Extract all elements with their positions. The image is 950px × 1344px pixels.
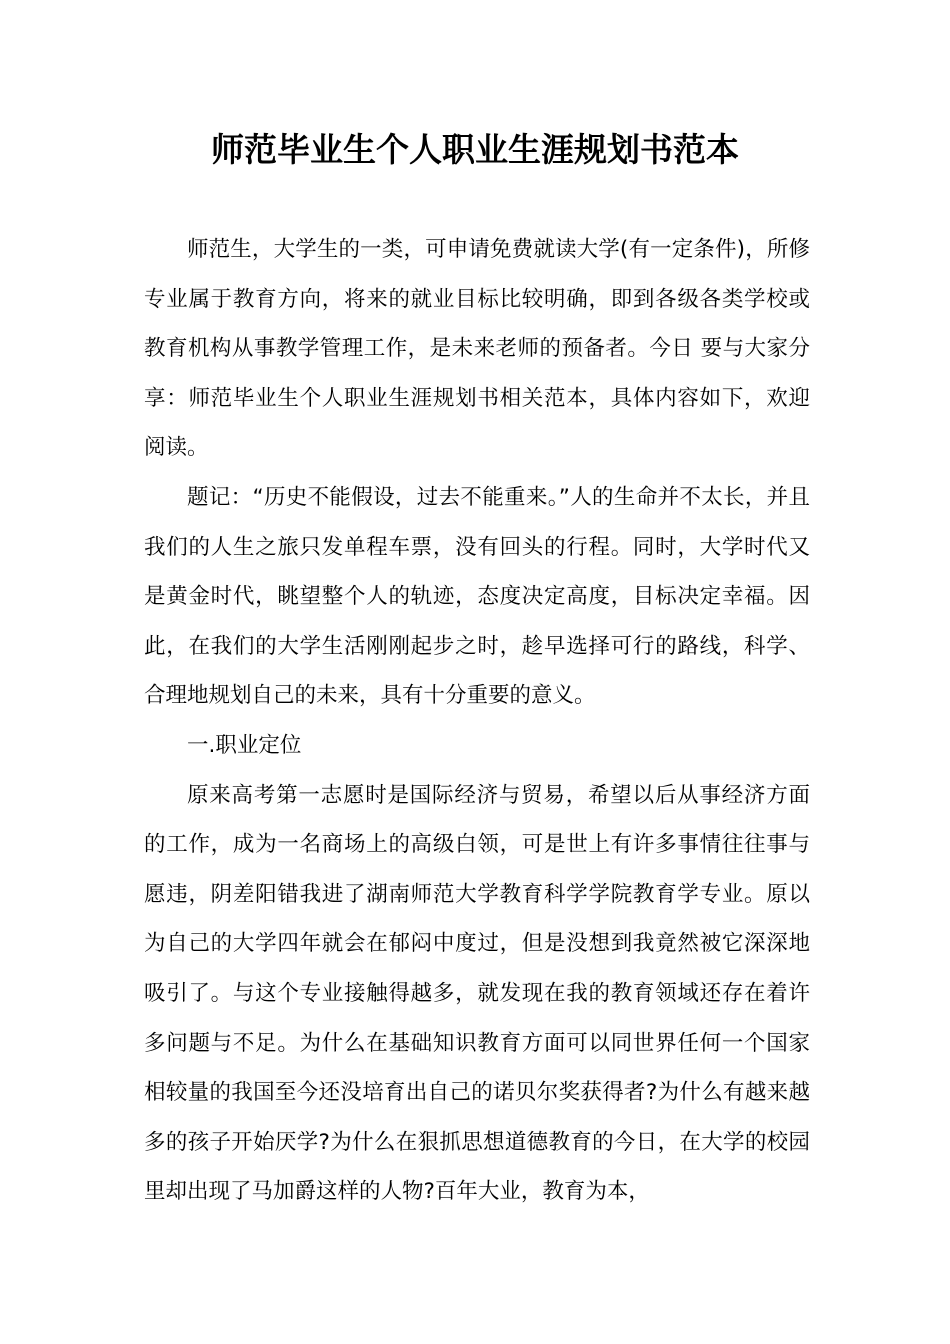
epigraph-paragraph: 题记：“历史不能假设，过去不能重来。”人的生命并不太长，并且我们的人生之旅只发单程车票，没有回头的行程。同时，大学时代又是黄金时代，眺望整个人的轨迹，态度决定高度，目标决定幸福。因此，在我们的大学生活刚刚起步之时，趁早选择可行的路线，科学、合理地规划自己的未来，具有十分重要的意义。 [144,484,810,709]
career-positioning-paragraph: 原来高考第一志愿时是国际经济与贸易，希望以后从事经济方面的工作，成为一名商场上的高级白领，可是世上有许多事情往往事与愿违，阴差阳错我进了湖南师范大学教育科学学院教育学专业。原以为自己的大学四年就会在郁闷中度过，但是没想到我竟然被它深深地吸引了。与这个专业接触得越多，就发现在我的教育领域还存在着许多问题与不足。为什么在基础知识教育方面可以同世界任何一个国家相较量的我国至今还没培育出自己的诺贝尔奖获得者?为什么有越来越多的孩子开始厌学?为什么在狠抓思想道德教育的今日，在大学的校园里却出现了马加爵这样的人物?百年大业，教育为本， [144,782,810,1205]
intro-paragraph: 师范生，大学生的一类，可申请免费就读大学(有一定条件)，所修专业属于教育方向，将来的就业目标比较明确，即到各级各类学校或教育机构从事教学管理工作，是未来老师的预备者。今日 要与大家分享：师范毕业生个人职业生涯规划书相关范本，具体内容如下，欢迎阅读。 [144,237,810,461]
document-title: 师范毕业生个人职业生涯规划书范本 [211,130,739,169]
document-body [144,225,810,1217]
section-heading-career-positioning: 一.职业定位 [187,732,302,758]
